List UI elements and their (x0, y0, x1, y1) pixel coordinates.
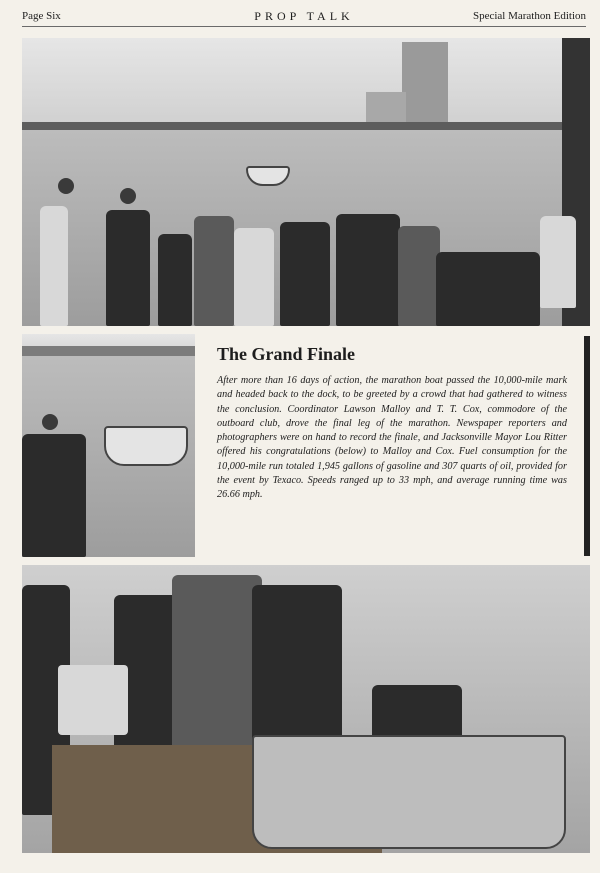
publication-title: PROP TALK (254, 9, 354, 23)
page-header (22, 8, 586, 27)
mayor-congratulations-photo (22, 565, 590, 853)
boat-arrival-photo (22, 334, 195, 557)
page-number: Page Six (22, 10, 61, 22)
edition-label: Special Marathon Edition (472, 10, 586, 22)
margin-bar (584, 336, 590, 556)
article-body: After more than 16 days of action, the marathon boat passed the 10,000-mile mark and headed back to the dock, to be greeted by a crowd that had gathered to witness the conclusion. Coordinator Lawson Malloy and T. T. Cox, commodore of the outboard club, drove the final leg of the marathon. Newspaper reporters and photographers were on hand to record the finale, and Jacksonville Mayor Lou Ritter offered his congratulations (below) to Malloy and Cox. Fuel consumption for the 10,000-mile run totaled 1,945 gallons of gasoline and 307 quarts of oil, provided for the event by Texaco. Speeds ranged up to 33 mph, and average running time was 26.66 mph. (217, 375, 567, 501)
article-text-block (206, 334, 582, 557)
crowd-dock-photo (22, 38, 590, 326)
article-title: The Grand Finale (217, 344, 356, 364)
